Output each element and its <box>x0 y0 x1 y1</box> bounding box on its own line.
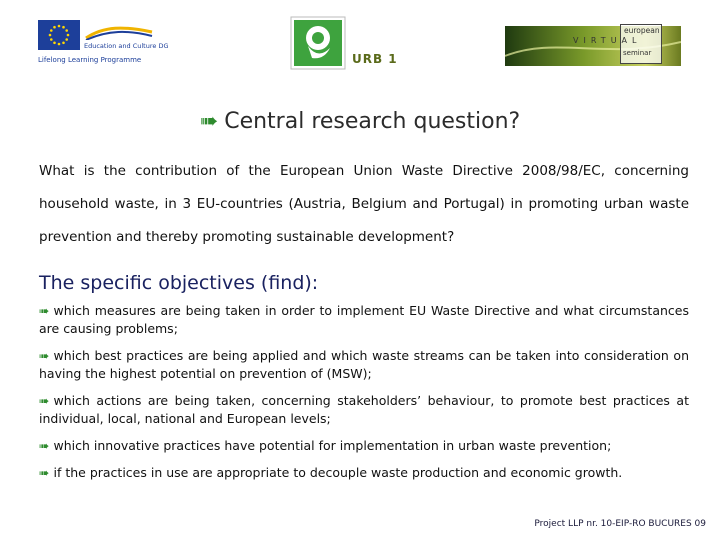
ev-bottom-label: seminar <box>623 49 652 57</box>
page-title-text: Central research question? <box>224 109 521 134</box>
arrow-right-circle-icon: ➠ <box>39 465 50 480</box>
footer-project-number: Project LLP nr. 10-EIP-RO BUCURES 09 <box>534 519 706 529</box>
objectives-title: The specific objectives (find): <box>39 272 319 294</box>
urb-logo <box>290 16 346 70</box>
arrow-right-circle-icon: ➠ <box>39 438 50 453</box>
education-culture-label: Education and Culture DG <box>84 42 169 50</box>
list-item <box>39 464 689 482</box>
ev-top-label: european <box>624 26 660 35</box>
list-item <box>39 347 689 383</box>
page-title <box>0 109 720 134</box>
swoosh-icon <box>84 24 154 40</box>
list-item <box>39 392 689 428</box>
eu-flag-icon <box>38 20 80 50</box>
list-item <box>39 302 689 338</box>
list-item-text: which innovative practices have potential for implementation in urban waste prevention; <box>53 438 612 453</box>
list-item-text: if the practices in use are appropriate to decouple waste production and economic growth. <box>53 465 623 480</box>
list-item-text: which actions are being taken, concerning stakeholders’ behaviour, to promote best practices at individual, local, national and European levels; <box>39 393 689 426</box>
list-item <box>39 437 689 455</box>
lifelong-learning-label: Lifelong Learning Programme <box>38 56 142 64</box>
arrow-right-circle-icon: ➠ <box>39 348 50 363</box>
list-item-text: which measures are being taken in order to implement EU Waste Directive and what circumstances are causing problems; <box>39 303 689 336</box>
arrow-right-circle-icon: ➠ <box>199 109 219 134</box>
urb-label: URB 1 <box>352 52 398 66</box>
ev-middle-label: VIRTUAL <box>573 36 642 45</box>
objectives-list <box>39 302 689 491</box>
research-question: What is the contribution of the European Union Waste Directive 2008/98/EC, concerning household waste, in 3 EU-countries (Austria, Belgium and Portugal) in promoting urban waste prevention and thereby promoting sustainable development? <box>39 163 689 245</box>
arrow-right-circle-icon: ➠ <box>39 393 50 408</box>
arrow-right-circle-icon: ➠ <box>39 303 50 318</box>
list-item-text: which best practices are being applied and which waste streams can be taken into consideration on having the highest potential on prevention of (MSW); <box>39 348 689 381</box>
eu-lifelong-learning-logo <box>38 20 169 70</box>
